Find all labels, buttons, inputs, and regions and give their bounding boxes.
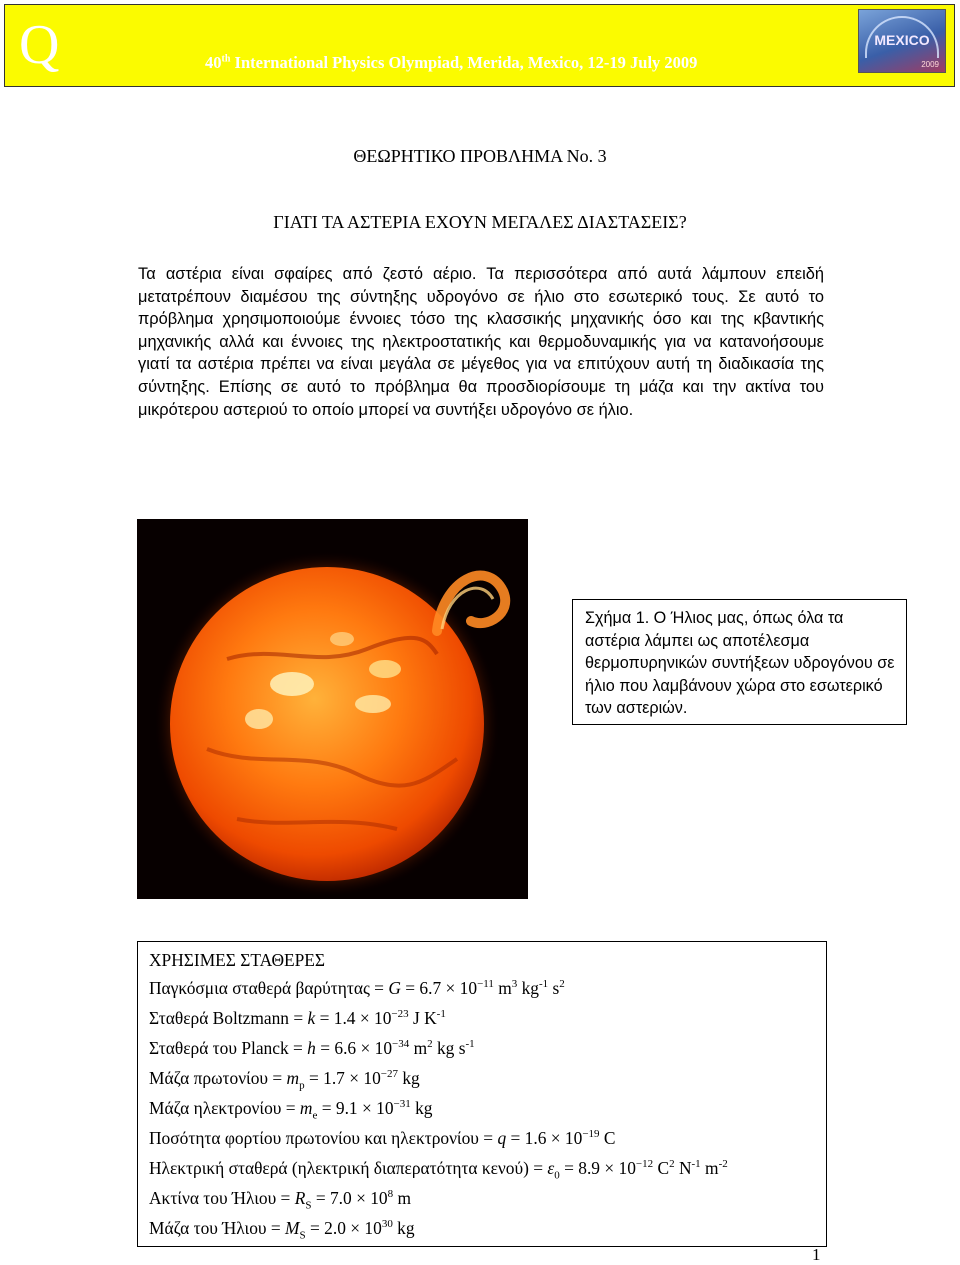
constant-unit-exp: -1 (539, 978, 549, 991)
constant-subscript: p (299, 1079, 305, 1092)
constant-label: Ακτίνα του Ήλιου = (149, 1188, 295, 1208)
sun-photo (137, 519, 528, 899)
constant-eq: = (305, 1218, 325, 1238)
constant-mantissa: 6.7 (419, 978, 442, 998)
constant-unit: m (409, 1038, 428, 1058)
constant-unit: J K (408, 1008, 437, 1028)
constants-list (149, 973, 826, 1243)
constant-unit: kg (517, 978, 539, 998)
constant-exponent: −34 (392, 1038, 410, 1051)
problem-title: ΓΙΑΤΙ ΤΑ ΑΣΤΕΡΙΑ ΕΧΟΥΝ ΜΕΓΑΛΕΣ ΔΙΑΣΤΑΣΕΙΣ? (273, 212, 687, 232)
figure-caption: Σχήμα 1. Ο Ήλιος μας, όπως όλα τα αστέρια λάμπει ως αποτέλεσμα θερμοπυρηνικών συντήξεων υδρογόνου σε ήλιο που λαμβάνουν χώρα στο εσωτερικό των αστεριών. (572, 599, 907, 725)
constant-mantissa: 1.6 (524, 1128, 547, 1148)
constant-eq: = (311, 1188, 330, 1208)
sun-illustration (137, 519, 528, 899)
constant-unit: C (599, 1128, 616, 1148)
header-letter: Q (19, 14, 60, 76)
constant-exponent: 30 (381, 1218, 393, 1231)
constant-symbol: ε (547, 1158, 555, 1178)
constant-eq: = (506, 1128, 525, 1148)
constant-label: Μάζα πρωτονίου = (149, 1068, 287, 1088)
header-title-rest: International Physics Olympiad, Merida, Mexico, 12-19 July 2009 (230, 53, 698, 72)
constant-eq: = (317, 1098, 336, 1118)
constant-unit: kg (392, 1218, 415, 1238)
constant-row (149, 973, 826, 1003)
constant-unit: kg (398, 1068, 420, 1088)
constants-box (137, 941, 827, 1247)
constant-unit-exp: 3 (511, 978, 518, 991)
constant-symbol: h (307, 1038, 316, 1058)
constant-eq: = (559, 1158, 579, 1178)
constant-mantissa: 2.0 (324, 1218, 346, 1238)
constant-times: × 10 (600, 1158, 636, 1178)
constant-symbol: R (294, 1188, 306, 1208)
constant-eq: = (315, 1038, 335, 1058)
constant-exponent: −12 (635, 1158, 654, 1171)
constant-eq: = (304, 1068, 324, 1088)
constant-subscript: S (299, 1229, 306, 1242)
constant-unit: m (393, 1188, 412, 1208)
header-title-prefix: 40 (205, 53, 222, 72)
constant-unit-exp: -1 (691, 1158, 701, 1171)
constant-label: Μάζα ηλεκτρονίου = (149, 1098, 300, 1118)
constant-unit-exp: -2 (718, 1158, 728, 1171)
constant-symbol: G (388, 978, 401, 998)
constant-label: Παγκόσμια σταθερά βαρύτητας = (149, 978, 389, 998)
constants-heading: ΧΡΗΣΙΜΕΣ ΣΤΑΘΕΡΕΣ (149, 950, 326, 970)
constant-unit: C (653, 1158, 670, 1178)
constant-row (149, 1183, 826, 1213)
problem-number: ΘΕΩΡΗΤΙΚΟ ΠΡΟΒΛΗΜΑ No. 3 (353, 146, 607, 166)
constant-mantissa: 7.0 (329, 1188, 352, 1208)
constant-label: Ποσότητα φορτίου πρωτονίου και ηλεκτρονίου = (149, 1128, 498, 1148)
constant-eq: = (315, 1008, 334, 1028)
constant-unit-exp: -1 (465, 1038, 475, 1051)
constant-subscript: S (305, 1199, 312, 1212)
page-header (4, 4, 955, 87)
constant-times: × 10 (441, 978, 478, 998)
constant-exponent: 8 (387, 1188, 394, 1201)
logo-year: 2009 (921, 60, 939, 69)
constant-row (149, 1153, 826, 1183)
constant-times: × 10 (344, 1068, 381, 1088)
constant-times: × 10 (355, 1008, 392, 1028)
constant-times: × 10 (345, 1218, 382, 1238)
constant-unit-exp: 2 (427, 1038, 433, 1051)
constant-unit: N (674, 1158, 692, 1178)
constant-unit: m (493, 978, 512, 998)
constant-label: Ηλεκτρική σταθερά (ηλεκτρική διαπερατότητα κενού) = (149, 1158, 548, 1178)
constant-exponent: −19 (582, 1128, 600, 1141)
ipho-logo (858, 9, 946, 73)
constant-times: × 10 (356, 1038, 393, 1058)
constant-times: × 10 (357, 1098, 394, 1118)
constant-subscript: 0 (554, 1169, 560, 1182)
constant-row (149, 1213, 826, 1243)
constant-times: × 10 (546, 1128, 583, 1148)
constant-unit-exp: 2 (669, 1158, 675, 1171)
constant-row (149, 1063, 826, 1093)
intro-paragraph: Τα αστέρια είναι σφαίρες από ζεστό αέριο. Τα περισσότερα από αυτά λάμπουν επειδή μετατρέπουν διαμέσου της σύντηξης υδρογόνο σε ήλιο στο εσωτερικό τους. Σε αυτό το πρόβλημα χρησιμοποιούμε έννοιες τόσο της κλασσικής μηχανικής όσο και της κβαντικής μηχανικής αλλά και έννοιες της ηλεκτροστατικής και θερμοδυναμικής για να κατανοήσουμε γιατί τα αστέρια πρέπει να είναι μεγάλα σε μέγεθος για να επιτύχουν αυτή τη διαδικασία της σύντηξης. Επίσης σε αυτό το πρόβλημα θα προσδιορίσουμε τη μάζα και την ακτίνα του μικρότερου αστεριού το οποίο μπορεί να συντήξει υδρογόνο σε ήλιο. (138, 265, 824, 419)
constant-exponent: −11 (477, 978, 494, 991)
header-title (205, 53, 697, 73)
constant-label: Μάζα του Ήλιου = (149, 1218, 286, 1238)
constant-unit-exp: 2 (559, 978, 565, 991)
header-title-sup: th (221, 53, 231, 65)
constant-mantissa: 6.6 (334, 1038, 357, 1058)
constant-row (149, 1003, 826, 1033)
constant-exponent: −23 (391, 1008, 409, 1021)
constant-eq: = (400, 978, 420, 998)
constant-subscript: e (312, 1109, 318, 1122)
constant-unit: m (700, 1158, 719, 1178)
constant-symbol: M (285, 1218, 300, 1238)
constant-symbol: m (299, 1098, 313, 1118)
constant-label: Σταθερά Boltzmann = (149, 1008, 308, 1028)
constant-exponent: −31 (393, 1098, 411, 1111)
page-number: 1 (812, 1245, 821, 1264)
constant-row (149, 1033, 826, 1063)
constant-mantissa: 1.7 (323, 1068, 345, 1088)
constant-symbol: q (497, 1128, 507, 1148)
constant-symbol: k (307, 1008, 316, 1028)
constant-unit-exp: -1 (436, 1008, 446, 1021)
constant-row (149, 1093, 826, 1123)
constant-mantissa: 8.9 (578, 1158, 601, 1178)
constant-symbol: m (286, 1068, 300, 1088)
logo-text: MEXICO (874, 32, 930, 48)
constant-label: Σταθερά του Planck = (149, 1038, 308, 1058)
constant-mantissa: 1.4 (333, 1008, 356, 1028)
constant-unit: s (548, 978, 560, 998)
constant-times: × 10 (351, 1188, 388, 1208)
constant-unit: kg (410, 1098, 433, 1118)
constant-exponent: −27 (380, 1068, 398, 1081)
constant-row (149, 1123, 826, 1153)
constant-mantissa: 9.1 (335, 1098, 358, 1118)
constant-unit: kg s (432, 1038, 466, 1058)
